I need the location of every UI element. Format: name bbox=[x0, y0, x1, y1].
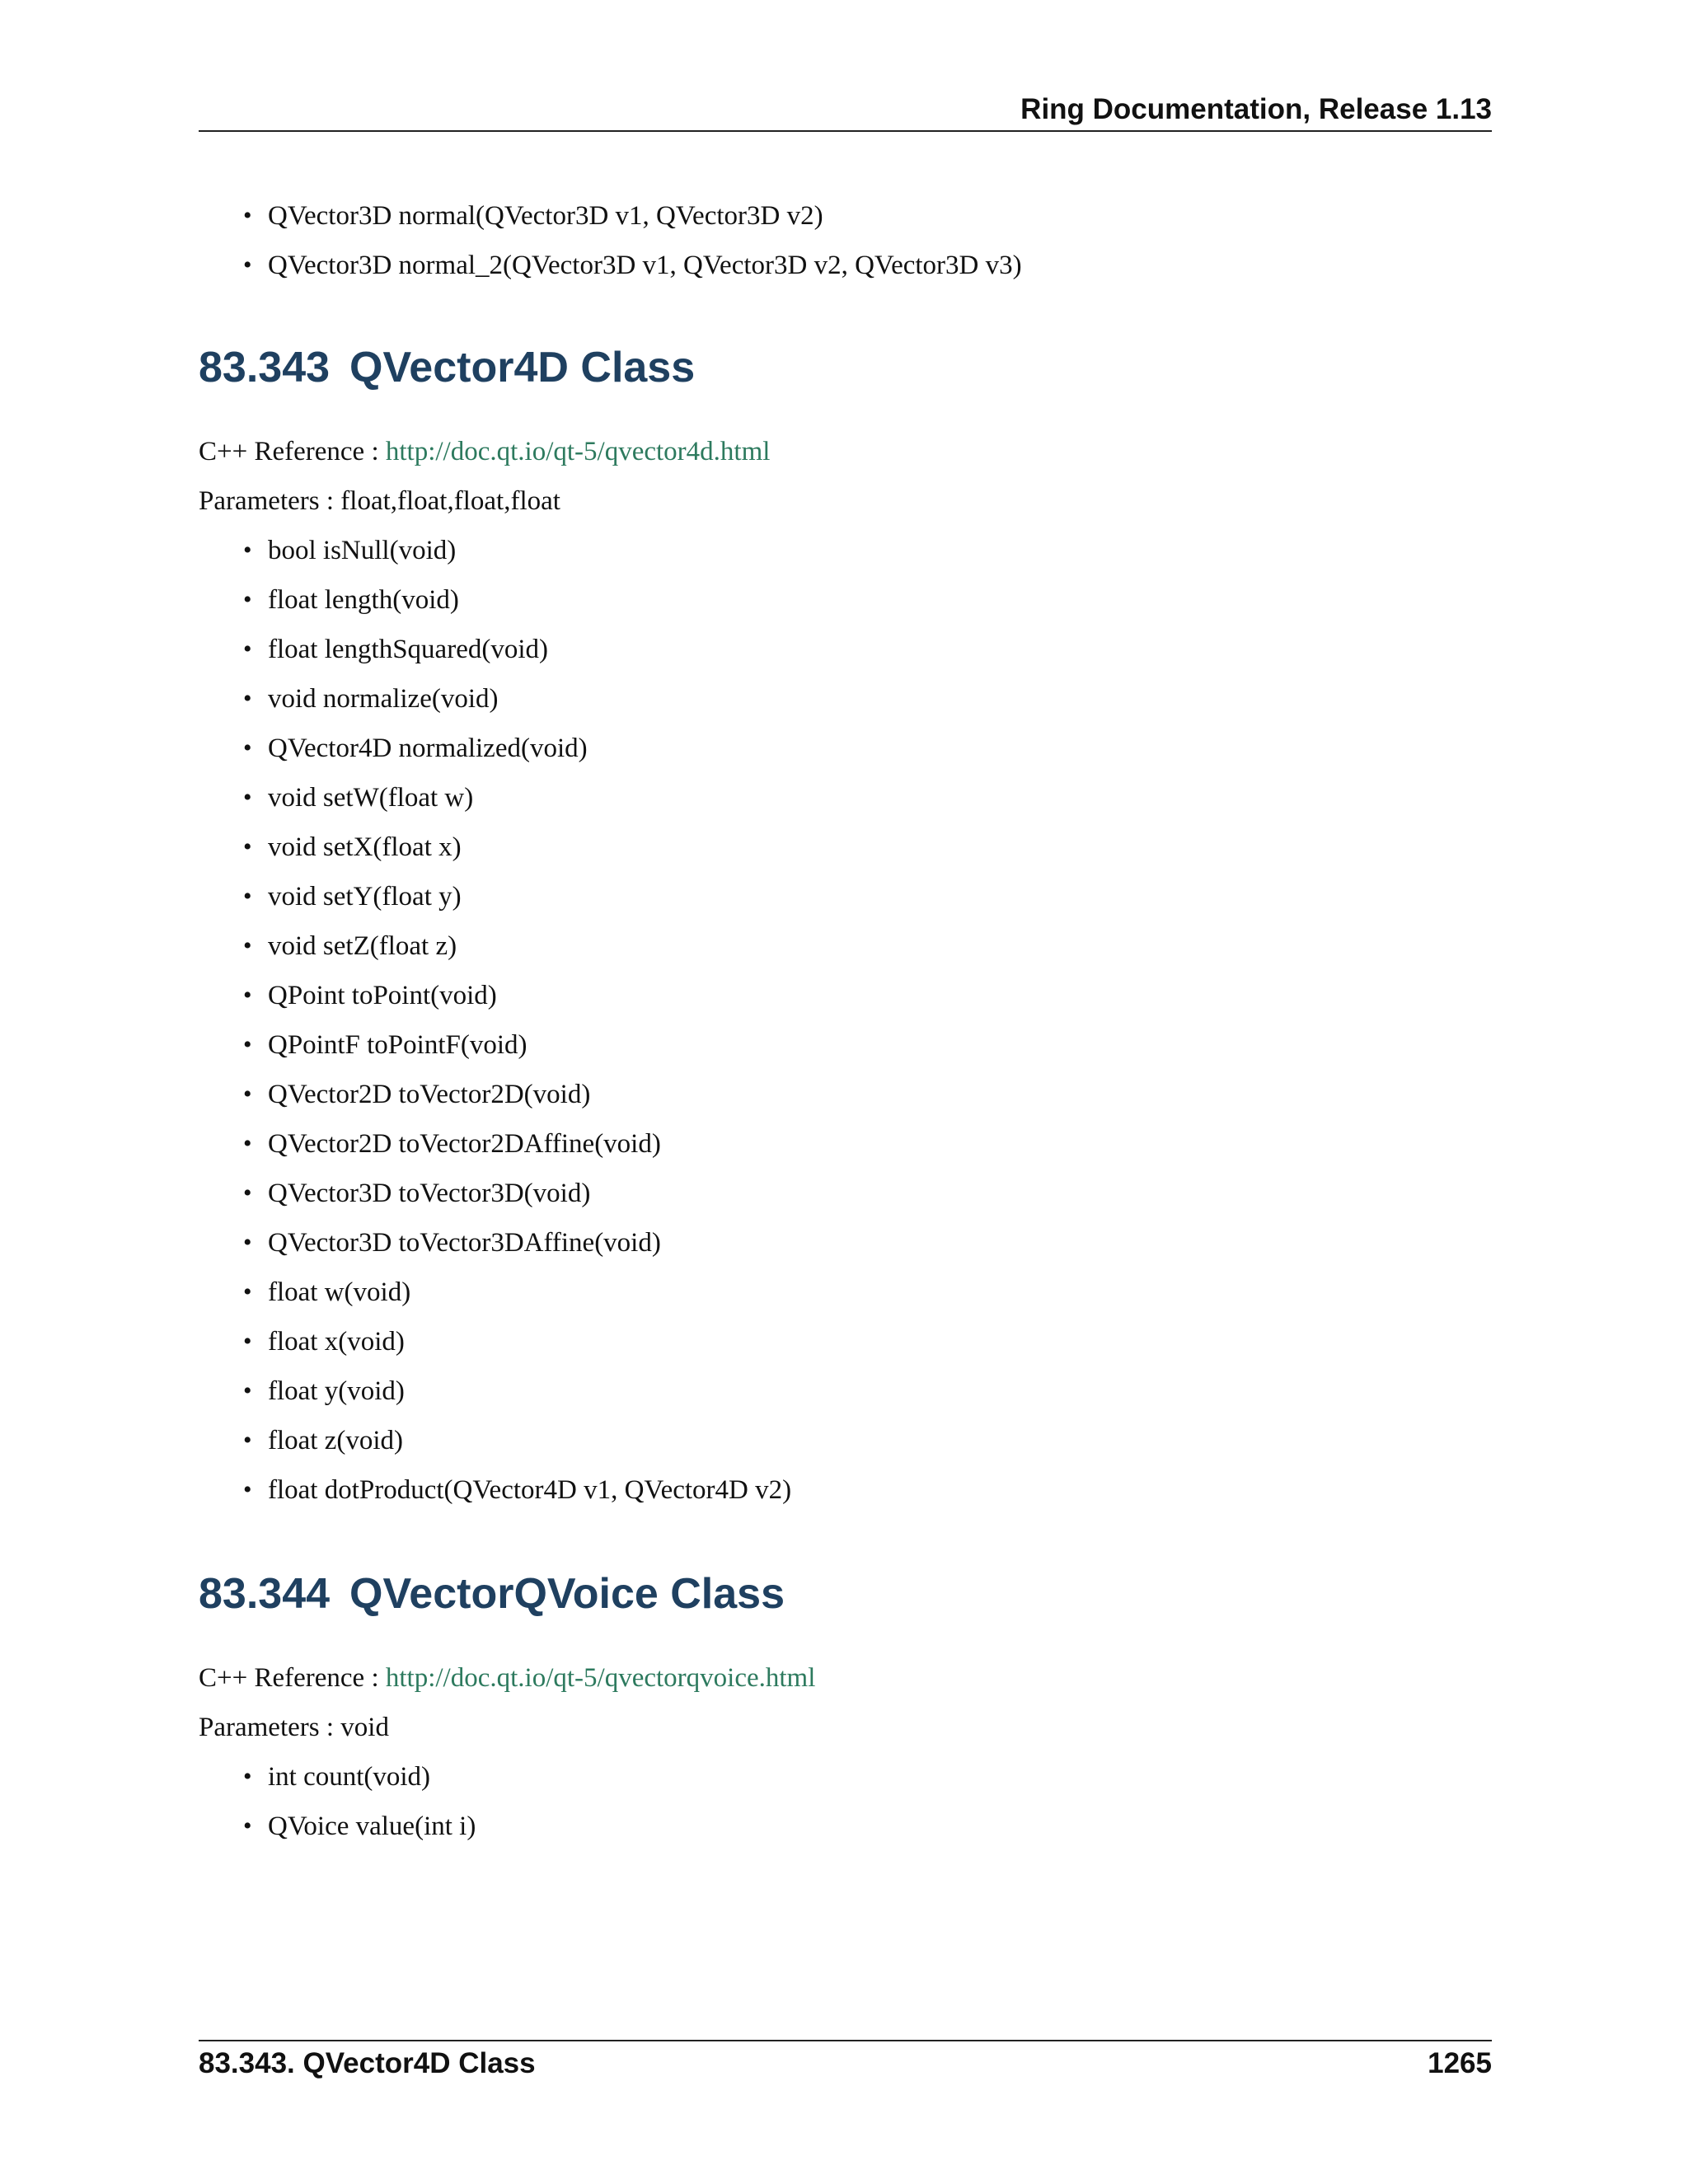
list-item: • void setZ(float z) bbox=[243, 921, 791, 971]
list-item: • void setX(float x) bbox=[243, 823, 791, 872]
section-heading-qvector4d bbox=[199, 341, 695, 394]
qvector4d-method-list bbox=[243, 526, 791, 1515]
header-rule bbox=[199, 130, 1492, 132]
list-item: • QVector2D toVector2DAffine(void) bbox=[243, 1119, 791, 1169]
list-item: • QVoice value(int i) bbox=[243, 1802, 476, 1851]
top-method-list bbox=[243, 191, 1022, 290]
reference-link[interactable]: http://doc.qt.io/qt-5/qvectorqvoice.html bbox=[385, 1663, 816, 1693]
list-item: • float w(void) bbox=[243, 1268, 791, 1317]
parameters-label: Parameters : bbox=[199, 486, 341, 516]
list-item: • float y(void) bbox=[243, 1366, 791, 1416]
page-number: 1265 bbox=[1428, 2047, 1492, 2079]
parameters-label: Parameters : bbox=[199, 1713, 341, 1742]
section-heading-qvectorqvoice bbox=[199, 1568, 785, 1620]
list-item: • float lengthSquared(void) bbox=[243, 625, 791, 674]
reference-link[interactable]: http://doc.qt.io/qt-5/qvector4d.html bbox=[385, 437, 771, 466]
list-item: • float length(void) bbox=[243, 575, 791, 625]
cpp-reference bbox=[199, 427, 770, 476]
list-item: • QVector3D normal(QVector3D v1, QVector3D v2) bbox=[243, 191, 1022, 241]
footer-rule bbox=[199, 2040, 1492, 2041]
section-number: 83.344 bbox=[199, 1570, 331, 1618]
section-title: QVector4D Class bbox=[349, 344, 696, 391]
section-number: 83.343 bbox=[199, 344, 331, 391]
parameters-value: float,float,float,float bbox=[340, 486, 560, 516]
reference-label: C++ Reference : bbox=[199, 1663, 386, 1693]
list-item: • QVector3D toVector3D(void) bbox=[243, 1169, 791, 1218]
footer-section: 83.343. QVector4D Class bbox=[199, 2047, 536, 2079]
list-item: • QPoint toPoint(void) bbox=[243, 971, 791, 1020]
list-item: • QVector2D toVector2D(void) bbox=[243, 1070, 791, 1119]
list-item: • int count(void) bbox=[243, 1752, 476, 1802]
list-item: • QVector3D toVector3DAffine(void) bbox=[243, 1218, 791, 1268]
parameters-line bbox=[199, 1703, 389, 1752]
running-header: Ring Documentation, Release 1.13 bbox=[1020, 93, 1492, 125]
cpp-reference bbox=[199, 1653, 815, 1703]
running-footer bbox=[199, 2045, 1492, 2083]
reference-label: C++ Reference : bbox=[199, 437, 386, 466]
parameters-value: void bbox=[340, 1713, 389, 1742]
list-item: • QVector3D normal_2(QVector3D v1, QVector3D v2, QVector3D v3) bbox=[243, 241, 1022, 290]
list-item: • void normalize(void) bbox=[243, 674, 791, 724]
list-item: • void setY(float y) bbox=[243, 872, 791, 921]
list-item: • QPointF toPointF(void) bbox=[243, 1020, 791, 1070]
list-item: • bool isNull(void) bbox=[243, 526, 791, 575]
list-item: • float x(void) bbox=[243, 1317, 791, 1366]
qvectorqvoice-method-list bbox=[243, 1752, 476, 1851]
section-title: QVectorQVoice Class bbox=[349, 1570, 785, 1618]
list-item: • float dotProduct(QVector4D v1, QVector4D v2) bbox=[243, 1465, 791, 1515]
list-item: • QVector4D normalized(void) bbox=[243, 724, 791, 773]
list-item: • void setW(float w) bbox=[243, 773, 791, 823]
parameters-line bbox=[199, 476, 560, 526]
document-page bbox=[199, 0, 1492, 2184]
list-item: • float z(void) bbox=[243, 1416, 791, 1465]
